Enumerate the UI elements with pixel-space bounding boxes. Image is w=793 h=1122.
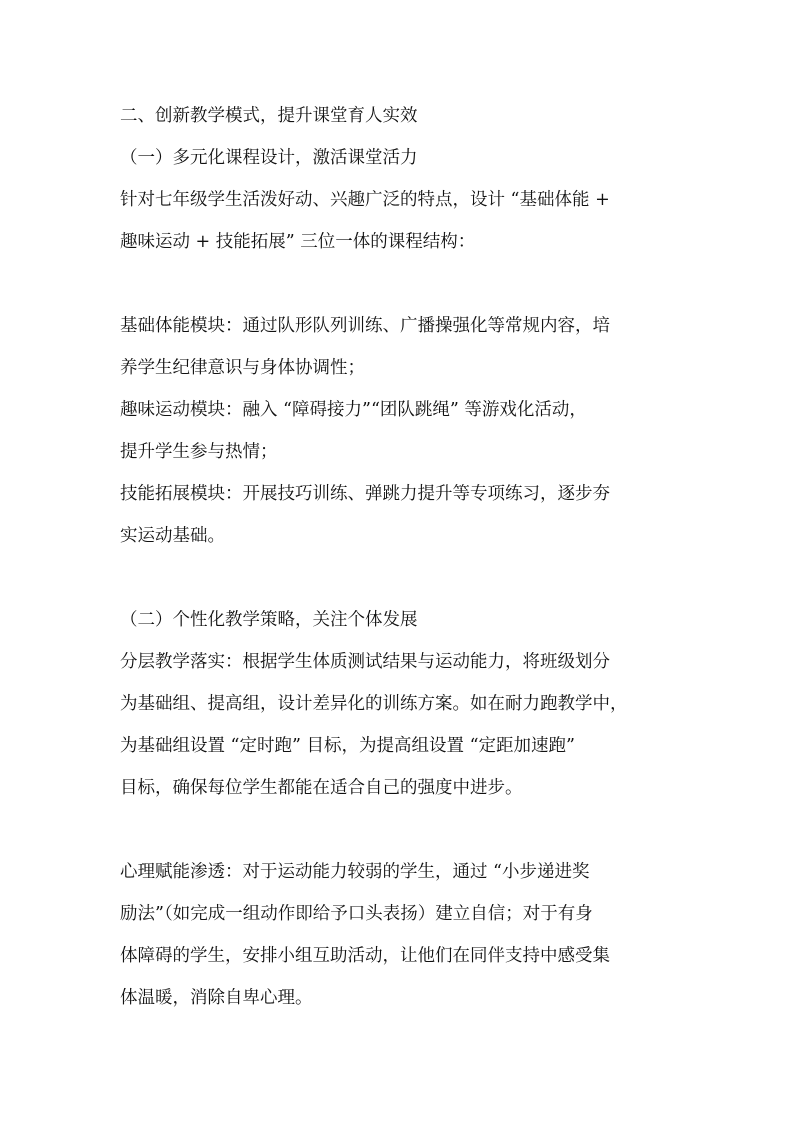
paragraph-line: 心理赋能渗透：对于运动能力较弱的学生，通过 “小步递进奖 [120,862,590,882]
paragraph-line: 趣味运动 + 技能拓展” 三位一体的课程结构： [120,232,476,252]
section-heading: 二、创新教学模式，提升课堂育人实效 [120,106,418,126]
paragraph-line: 基础体能模块：通过队形队列训练、广播操强化等常规内容，培 [120,316,610,336]
subsection-heading-2: （二）个性化教学策略，关注个体发展 [120,610,418,630]
paragraph-line: 目标，确保每位学生都能在适合自己的强度中进步。 [120,778,523,798]
paragraph-line: 养学生纪律意识与身体协调性； [120,358,365,378]
paragraph-line: 体障碍的学生，安排小组互助活动，让他们在同伴支持中感受集 [120,946,610,966]
paragraph-line: 针对七年级学生活泼好动、兴趣广泛的特点，设计 “基础体能 + [120,190,610,210]
paragraph-line: 励法”（如完成一组动作即给予口头表扬）建立自信；对于有身 [120,904,593,924]
subsection-heading-1: （一）多元化课程设计，激活课堂活力 [120,148,418,168]
paragraph-line: 为基础组设置 “定时跑” 目标，为提高组设置 “定距加速跑” [120,736,575,756]
paragraph-line: 提升学生参与热情； [120,442,278,462]
paragraph-line: 趣味运动模块：融入 “障碍接力”“团队跳绳” 等游戏化活动， [120,400,587,420]
paragraph-line: 技能拓展模块：开展技巧训练、弹跳力提升等专项练习，逐步夯 [120,484,610,504]
paragraph-line: 分层教学落实：根据学生体质测试结果与运动能力，将班级划分 [120,652,610,672]
paragraph-line: 体温暖，消除自卑心理。 [120,988,313,1008]
paragraph-line: 实运动基础。 [120,526,225,546]
paragraph-line: 为基础组、提高组，设计差异化的训练方案。如在耐力跑教学中， [120,694,628,714]
